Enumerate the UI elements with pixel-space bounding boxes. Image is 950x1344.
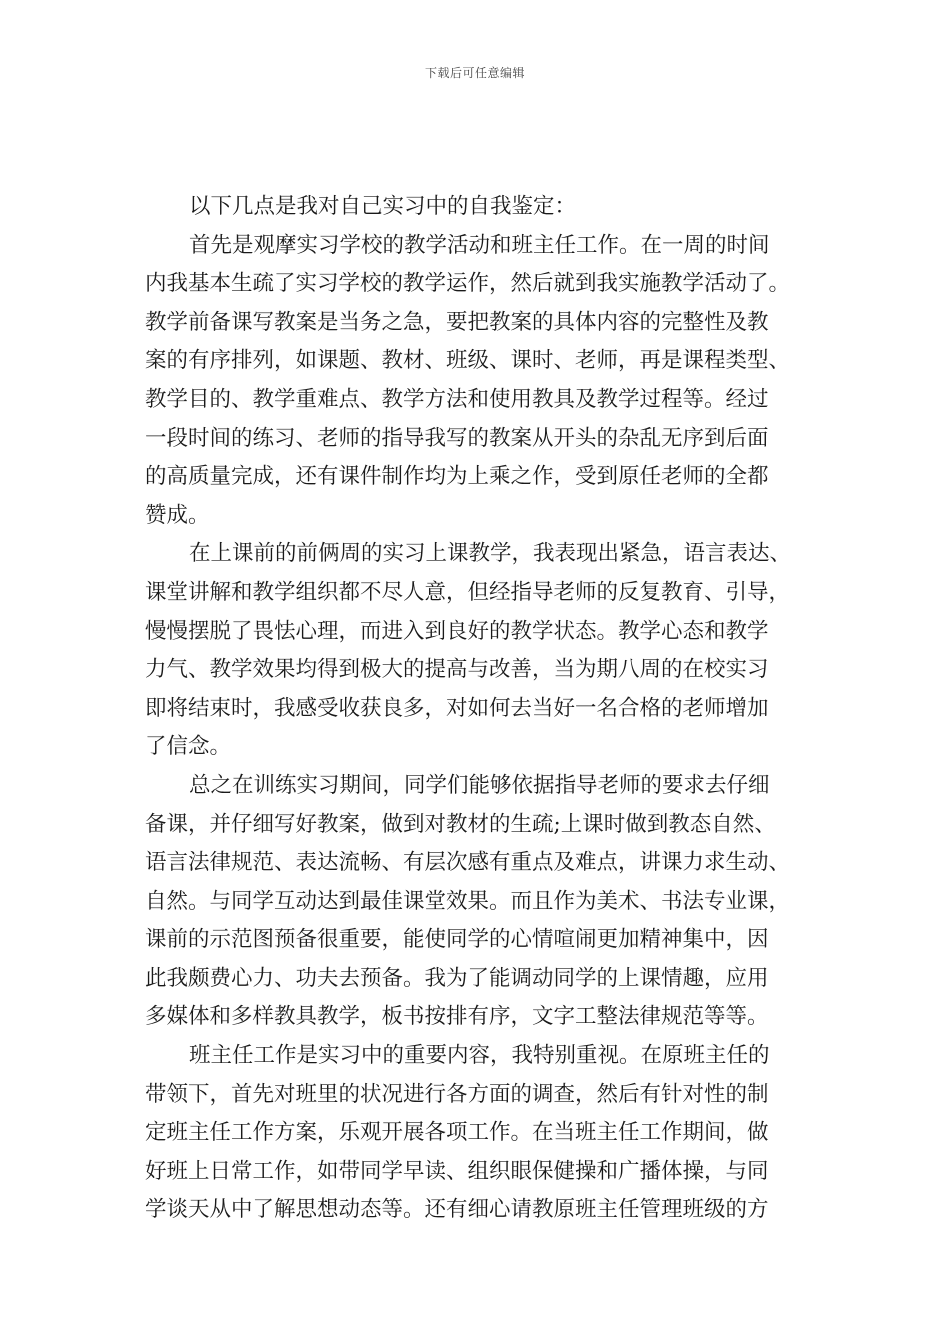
page-header: 下载后可任意编辑 (424, 66, 525, 80)
text-line: 赞成。 (145, 502, 210, 528)
text-line: 慢慢摆脱了畏怯心理，而进入到良好的教学状态。教学心态和教学 (145, 618, 769, 644)
text-line: 语言法律规范、表达流畅、有层次感有重点及难点，讲课力求生动、 (145, 850, 791, 876)
text-line: 总之在训练实习期间，同学们能够依据指导老师的要求去仔细 (189, 772, 770, 798)
text-line: 一段时间的练习、老师的指导我写的教案从开头的杂乱无序到后面 (145, 425, 769, 451)
text-line: 力气、教学效果均得到极大的提高与改善，当为期八周的在校实习 (145, 657, 769, 683)
text-line: 此我颇费心力、功夫去预备。我为了能调动同学的上课情趣，应用 (145, 965, 769, 991)
text-line: 班主任工作是实习中的重要内容，我特别重视。在原班主任的 (189, 1043, 770, 1069)
text-line: 多媒体和多样教具教学，板书按排有序，文字工整法律规范等等。 (145, 1004, 769, 1030)
text-line: 了信念。 (145, 734, 232, 760)
text-line: 备课，并仔细写好教案，做到对教材的生疏;上课时做到教态自然、 (145, 811, 776, 837)
text-line: 教学前备课写教案是当务之急，要把教案的具体内容的完整性及教 (145, 309, 769, 335)
text-line: 在上课前的前俩周的实习上课教学，我表现出紧急，语言表达、 (189, 541, 792, 567)
text-line: 首先是观摩实习学校的教学活动和班主任工作。在一周的时间 (189, 232, 770, 258)
text-line: 好班上日常工作，如带同学早读、组织眼保健操和广播体操，与同 (145, 1158, 769, 1184)
text-line: 学谈天从中了解思想动态等。还有细心请教原班主任管理班级的方 (145, 1197, 769, 1223)
text-line: 即将结束时，我感受收获良多，对如何去当好一名合格的老师增加 (145, 695, 769, 721)
text-line: 教学目的、教学重难点、教学方法和使用教具及教学过程等。经过 (145, 386, 769, 412)
text-line: 定班主任工作方案，乐观开展各项工作。在当班主任工作期间，做 (145, 1120, 769, 1146)
text-line: 带领下，首先对班里的状况进行各方面的调查，然后有针对性的制 (145, 1081, 769, 1107)
text-line: 的高质量完成，还有课件制作均为上乘之作，受到原任老师的全都 (145, 464, 769, 490)
text-line: 课前的示范图预备很重要，能使同学的心情喧闹更加精神集中，因 (145, 927, 769, 953)
text-line: 自然。与同学互动达到最佳课堂效果。而且作为美术、书法专业课， (145, 888, 791, 914)
text-line: 案的有序排列，如课题、教材、班级、课时、老师，再是课程类型、 (145, 348, 791, 374)
text-line: 以下几点是我对自己实习中的自我鉴定： (189, 194, 577, 219)
text-line: 内我基本生疏了实习学校的教学运作，然后就到我实施教学活动了。 (145, 271, 791, 297)
document-body (145, 188, 820, 1230)
text-line: 课堂讲解和教学组织都不尽人意，但经指导老师的反复教育、引导， (145, 579, 791, 605)
